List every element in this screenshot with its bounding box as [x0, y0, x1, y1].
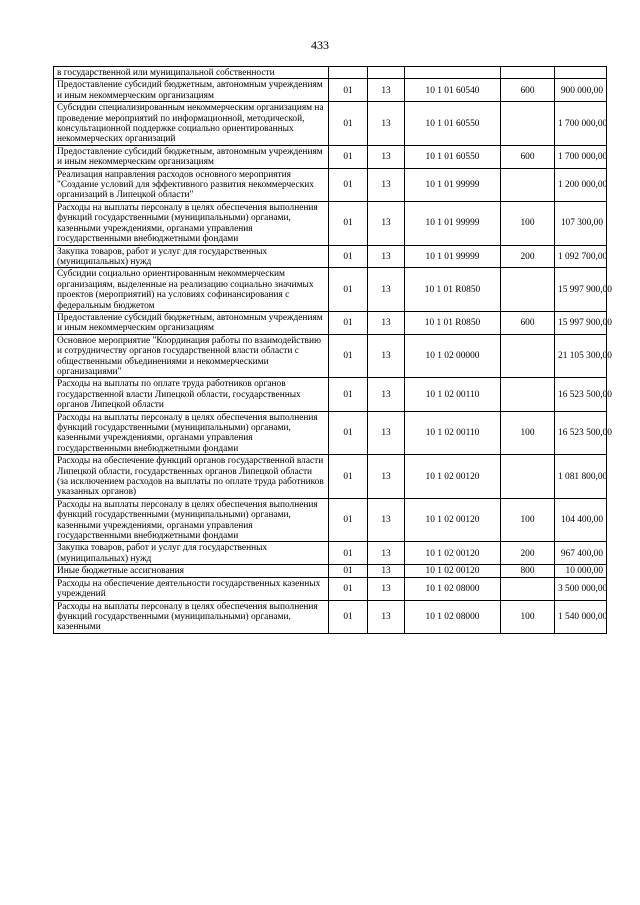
expense-name-cell: Расходы на выплаты персоналу в целях обеспечения выполнения функций государственными (муниципальными) органами, казенными учреждениями, органами управления государственными внебюджетными фондами	[54, 498, 329, 542]
expense-name-cell: Субсидии специализированным некоммерческим организациям на проведение мероприятий по информационной, методической, консультационной поддержке социально ориентированных некоммерческих организаций	[54, 102, 329, 146]
section-code-cell: 01	[329, 542, 368, 565]
expense-name-cell: Закупка товаров, работ и услуг для государственных (муниципальных) нужд	[54, 245, 329, 268]
amount-cell: 1 700 000,00	[555, 102, 607, 146]
table-row	[54, 79, 607, 102]
expense-name-cell: Закупка товаров, работ и услуг для государственных (муниципальных) нужд	[54, 542, 329, 565]
target-article-cell: 10 1 01 99999	[405, 245, 501, 268]
section-code-cell: 01	[329, 455, 368, 499]
section-code-cell: 01	[329, 201, 368, 245]
expense-type-cell: 600	[501, 311, 555, 334]
section-code-cell: 01	[329, 145, 368, 168]
expense-name-cell: Предоставление субсидий бюджетным, автономным учреждениям и иным некоммерческим организациям	[54, 311, 329, 334]
section-code-cell: 01	[329, 79, 368, 102]
target-article-cell: 10 1 02 00120	[405, 565, 501, 577]
expense-name-cell: Субсидии социально ориентированным некоммерческим организациям, выделенные на реализацию социально значимых проектов (мероприятий) на условиях софинансирования с федеральным бюджетом	[54, 268, 329, 312]
amount-cell: 1 081 800,00	[555, 455, 607, 499]
expense-name-cell: Расходы на выплаты персоналу в целях обеспечения выполнения функций государственными (муниципальными) органами, казенными	[54, 600, 329, 633]
section-code-cell: 01	[329, 600, 368, 633]
amount-cell: 10 000,00	[555, 565, 607, 577]
table-row	[54, 411, 607, 455]
expense-type-cell	[501, 334, 555, 378]
table-row	[54, 378, 607, 411]
subsection-code-cell: 13	[368, 411, 405, 455]
expense-type-cell	[501, 577, 555, 600]
table-row	[54, 102, 607, 146]
target-article-cell: 10 1 02 00120	[405, 498, 501, 542]
section-code-cell	[329, 67, 368, 79]
subsection-code-cell: 13	[368, 201, 405, 245]
amount-cell: 1 092 700,00	[555, 245, 607, 268]
expense-type-cell: 100	[501, 411, 555, 455]
expense-type-cell	[501, 378, 555, 411]
expense-type-cell: 200	[501, 245, 555, 268]
section-code-cell: 01	[329, 411, 368, 455]
expense-name-cell: Реализация направления расходов основного мероприятия "Создание условий для эффективного развития некоммерческих организаций в Липецкой области"	[54, 168, 329, 201]
expense-name-cell: Основное мероприятие "Координация работы по взаимодействию и сотрудничеству органов государственной власти области с общественными объединениями и некоммерческими организациями"	[54, 334, 329, 378]
subsection-code-cell: 13	[368, 498, 405, 542]
subsection-code-cell: 13	[368, 145, 405, 168]
table-row	[54, 334, 607, 378]
amount-cell: 21 105 300,00	[555, 334, 607, 378]
amount-cell: 16 523 500,00	[555, 411, 607, 455]
target-article-cell: 10 1 02 08000	[405, 600, 501, 633]
amount-cell: 1 700 000,00	[555, 145, 607, 168]
target-article-cell: 10 1 02 08000	[405, 577, 501, 600]
amount-cell: 104 400,00	[555, 498, 607, 542]
subsection-code-cell: 13	[368, 102, 405, 146]
table-row	[54, 600, 607, 633]
expense-type-cell: 200	[501, 542, 555, 565]
section-code-cell: 01	[329, 378, 368, 411]
expense-type-cell: 100	[501, 498, 555, 542]
table-row	[54, 67, 607, 79]
table-row	[54, 498, 607, 542]
section-code-cell: 01	[329, 498, 368, 542]
expense-name-cell: Предоставление субсидий бюджетным, автономным учреждениям и иным некоммерческим организациям	[54, 145, 329, 168]
subsection-code-cell: 13	[368, 600, 405, 633]
subsection-code-cell	[368, 67, 405, 79]
amount-cell: 15 997 900,00	[555, 311, 607, 334]
section-code-cell: 01	[329, 268, 368, 312]
expense-name-cell: Предоставление субсидий бюджетным, автономным учреждениям и иным некоммерческим организациям	[54, 79, 329, 102]
amount-cell: 1 200 000,00	[555, 168, 607, 201]
subsection-code-cell: 13	[368, 455, 405, 499]
expense-name-cell: Иные бюджетные ассигнования	[54, 565, 329, 577]
expense-type-cell: 600	[501, 79, 555, 102]
amount-cell: 967 400,00	[555, 542, 607, 565]
table-row	[54, 455, 607, 499]
target-article-cell: 10 1 02 00110	[405, 411, 501, 455]
target-article-cell: 10 1 01 99999	[405, 168, 501, 201]
table-row	[54, 168, 607, 201]
budget-table	[53, 66, 612, 634]
target-article-cell	[405, 67, 501, 79]
page-number: 433	[311, 38, 329, 52]
expense-name-cell: Расходы на обеспечение функций органов государственной власти Липецкой области, государственных органов Липецкой области (за исключением расходов на выплаты по оплате труда работников указанных органов)	[54, 455, 329, 499]
expense-type-cell	[501, 268, 555, 312]
target-article-cell: 10 1 01 99999	[405, 201, 501, 245]
subsection-code-cell: 13	[368, 168, 405, 201]
expense-type-cell: 600	[501, 145, 555, 168]
subsection-code-cell: 13	[368, 577, 405, 600]
expense-type-cell	[501, 455, 555, 499]
table-row	[54, 577, 607, 600]
section-code-cell: 01	[329, 168, 368, 201]
subsection-code-cell: 13	[368, 311, 405, 334]
expense-type-cell	[501, 102, 555, 146]
section-code-cell: 01	[329, 102, 368, 146]
subsection-code-cell: 13	[368, 334, 405, 378]
expense-name-cell: Расходы на обеспечение деятельности государственных казенных учреждений	[54, 577, 329, 600]
amount-cell	[555, 67, 607, 79]
target-article-cell: 10 1 02 00000	[405, 334, 501, 378]
subsection-code-cell: 13	[368, 542, 405, 565]
expense-name-cell: Расходы на выплаты персоналу в целях обеспечения выполнения функций государственными (муниципальными) органами, казенными учреждениями, органами управления государственными внебюджетными фондами	[54, 201, 329, 245]
expense-type-cell: 100	[501, 600, 555, 633]
expense-type-cell	[501, 67, 555, 79]
section-code-cell: 01	[329, 565, 368, 577]
expense-type-cell: 100	[501, 201, 555, 245]
table-row	[54, 245, 607, 268]
target-article-cell: 10 1 01 R0850	[405, 268, 501, 312]
amount-cell: 900 000,00	[555, 79, 607, 102]
target-article-cell: 10 1 02 00120	[405, 542, 501, 565]
table-row	[54, 145, 607, 168]
target-article-cell: 10 1 01 60550	[405, 102, 501, 146]
target-article-cell: 10 1 01 60550	[405, 145, 501, 168]
amount-cell: 16 523 500,00	[555, 378, 607, 411]
table-row	[54, 201, 607, 245]
target-article-cell: 10 1 01 R0850	[405, 311, 501, 334]
table-row	[54, 542, 607, 565]
amount-cell: 107 300,00	[555, 201, 607, 245]
expense-type-cell: 800	[501, 565, 555, 577]
section-code-cell: 01	[329, 245, 368, 268]
subsection-code-cell: 13	[368, 268, 405, 312]
subsection-code-cell: 13	[368, 565, 405, 577]
amount-cell: 1 540 000,00	[555, 600, 607, 633]
table-row	[54, 565, 607, 577]
expense-name-cell: Расходы на выплаты персоналу в целях обеспечения выполнения функций государственными (муниципальными) органами, казенными учреждениями, органами управления государственными внебюджетными фондами	[54, 411, 329, 455]
expense-type-cell	[501, 168, 555, 201]
subsection-code-cell: 13	[368, 378, 405, 411]
subsection-code-cell: 13	[368, 79, 405, 102]
table-row	[54, 311, 607, 334]
target-article-cell: 10 1 02 00120	[405, 455, 501, 499]
budget-table-body	[54, 67, 612, 634]
amount-cell: 3 500 000,00	[555, 577, 607, 600]
expense-name-cell: Расходы на выплаты по оплате труда работников органов государственной власти Липецкой области, государственных органов Липецкой области	[54, 378, 329, 411]
section-code-cell: 01	[329, 577, 368, 600]
target-article-cell: 10 1 01 60540	[405, 79, 501, 102]
section-code-cell: 01	[329, 311, 368, 334]
section-code-cell: 01	[329, 334, 368, 378]
table-row	[54, 268, 607, 312]
expense-name-cell: в государственной или муниципальной собственности	[54, 67, 329, 79]
subsection-code-cell: 13	[368, 245, 405, 268]
amount-cell: 15 997 900,00	[555, 268, 607, 312]
target-article-cell: 10 1 02 00110	[405, 378, 501, 411]
